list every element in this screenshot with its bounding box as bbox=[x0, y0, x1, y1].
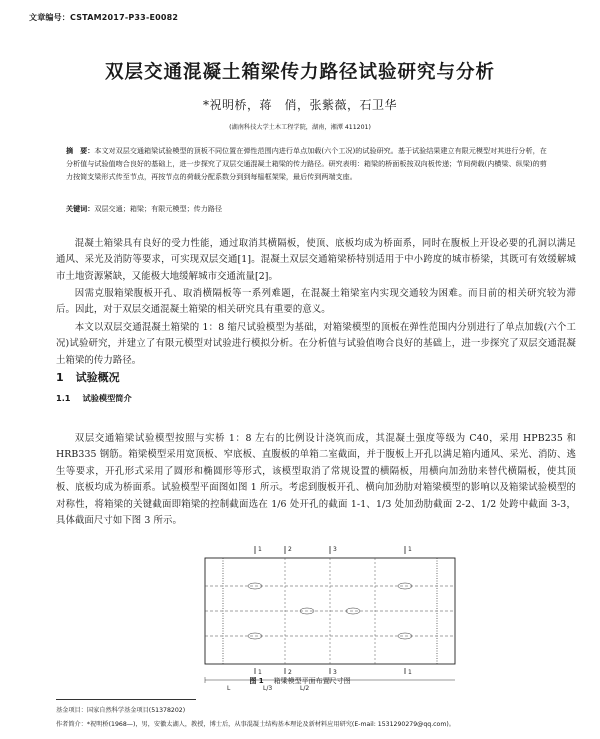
intro-paragraph-2: 因需克服箱梁腹板开孔、取消横隔板等一系列难题，在混凝土箱梁室内实现交通较为困难。而目前的相关研究较为滞后。因此，对于双层交通混凝土箱梁的相关研究具有重要的意义。 bbox=[56, 288, 576, 316]
figure-caption bbox=[0, 676, 600, 686]
dimension-label-2: L/3 bbox=[263, 685, 273, 692]
section-mark-bottom-3: 3 bbox=[333, 669, 337, 676]
paper-title: 双层交通混凝土箱梁传力路径试验研究与分析 bbox=[104, 62, 495, 83]
abstract-label: 摘 要： bbox=[66, 146, 95, 155]
figure-number: 图 1 bbox=[249, 677, 264, 685]
plan-drawing bbox=[185, 540, 475, 692]
dimension-label-1: L bbox=[227, 685, 231, 692]
section-mark-top-right: 1 bbox=[408, 546, 412, 553]
footnote-funding: 基金项目：国家自然科学基金项目(51378202) bbox=[56, 707, 186, 714]
section-mark-top-2: 2 bbox=[288, 546, 292, 553]
authors: *祝明桥，蒋 俏，张紫薇，石卫华 bbox=[202, 98, 397, 112]
keywords-label: 关键词： bbox=[66, 204, 95, 213]
footnote-rule bbox=[56, 699, 196, 700]
section-title: 试验概况 bbox=[75, 371, 120, 384]
section-mark-bottom-2: 2 bbox=[288, 669, 292, 676]
section-mark-top-3: 3 bbox=[333, 546, 337, 553]
intro-paragraph-1: 混凝土箱梁具有良好的受力性能，通过取消其横隔板，使顶、底板均成为桥面系，同时在腹板上开设必要的孔洞以满足通风、采光及消防等要求，可实现双层交通[1]。混凝土双层交通箱梁桥特别适用于中小跨度的城市桥梁，其既可有效缓解城市土地资源紧缺，又能极大地缓解城市交通流量[2]。 bbox=[56, 238, 576, 282]
abstract bbox=[66, 144, 551, 183]
model-description-paragraph: 双层交通箱梁试验模型按照与实桥 1：8 左右的比例设计浇筑而成，其混凝土强度等级为 C40，采用 HPB235 和 HRB335 钢筋。箱梁模型采用宽顶板、窄底板、直腹板的单箱二室截面，并于腹板上开孔以满足箱内通风、采光、消防、逃生等要求，开孔形式采用了圆形和椭圆形等形式，该模型取消了常规设置的横隔板，用横向加劲肋来替代横隔板，使其顶板、底板均成为桥面系。试验模型平面图如图 1 所示。考虑到腹板开孔、横向加劲肋对箱梁模型的影响以及箱梁试验模型的对称性，将箱梁的关键截面即箱梁的控制截面选在 1/6 处开孔的截面 1-1、1/3 处加劲肋截面 2-2、1/2 处跨中截面 3-3，具体截面尺寸如下图 3 所示。 bbox=[56, 433, 576, 527]
section-heading bbox=[56, 369, 120, 385]
subsection-title: 试验模型简介 bbox=[82, 393, 132, 403]
keywords bbox=[66, 203, 551, 214]
keywords-text: 双层交通；箱梁；有限元模型；传力路径 bbox=[94, 204, 223, 213]
abstract-text: 本文对双层交通箱梁试验模型的顶板不同位置在弹性范围内进行单点加载(六个工况)的试验研究。基于试验结果建立有限元模型对其进行分析，在分析值与试验值吻合良好的基础上，进一步探究了双层交通混凝土箱梁的传力路径。研究表明：箱梁的桥面板按双向板传递；节间荷载(内横梁、纵梁)的剪力按简支梁形式传至节点，再按节点的荷载分配系数分到到每榀框架梁，最后传到两端支座。 bbox=[66, 146, 547, 181]
intro-paragraph-3: 本文以双层交通混凝土箱梁的 1：8 缩尺试验模型为基础，对箱梁模型的顶板在弹性范围内分别进行了单点加载(六个工况)试验研究，并建立了有限元模型对试验进行模拟分析。在分析值与试验值吻合良好的基础上，进一步探究了双层交通混凝土箱梁的传力路径。 bbox=[56, 322, 576, 366]
footnote-author-bio: 作者简介：*祝明桥(1968—)，男，安徽太湖人，教授，博士后，从事混凝土结构基本理论及新材料应用研究(E-mail: 1531290279@qq.com)。 bbox=[56, 721, 455, 728]
dimension-label-3: L/2 bbox=[300, 685, 310, 692]
article-id: 文章编号：CSTAM2017-P33-E0082 bbox=[29, 13, 179, 22]
section-mark-bottom-right: 1 bbox=[408, 669, 412, 676]
subsection-heading bbox=[56, 393, 132, 404]
affiliation: (湖南科技大学土木工程学院，湖南，湘潭 411201) bbox=[229, 124, 371, 131]
figure-caption-text: 箱梁模型平面布置尺寸图 bbox=[273, 677, 351, 685]
section-number: 1 bbox=[56, 371, 64, 384]
section-mark-bottom-left: 1 bbox=[258, 669, 262, 676]
figure-1-plan-drawing bbox=[185, 540, 475, 692]
section-mark-top-left: 1 bbox=[258, 546, 262, 553]
subsection-number: 1.1 bbox=[56, 393, 71, 403]
